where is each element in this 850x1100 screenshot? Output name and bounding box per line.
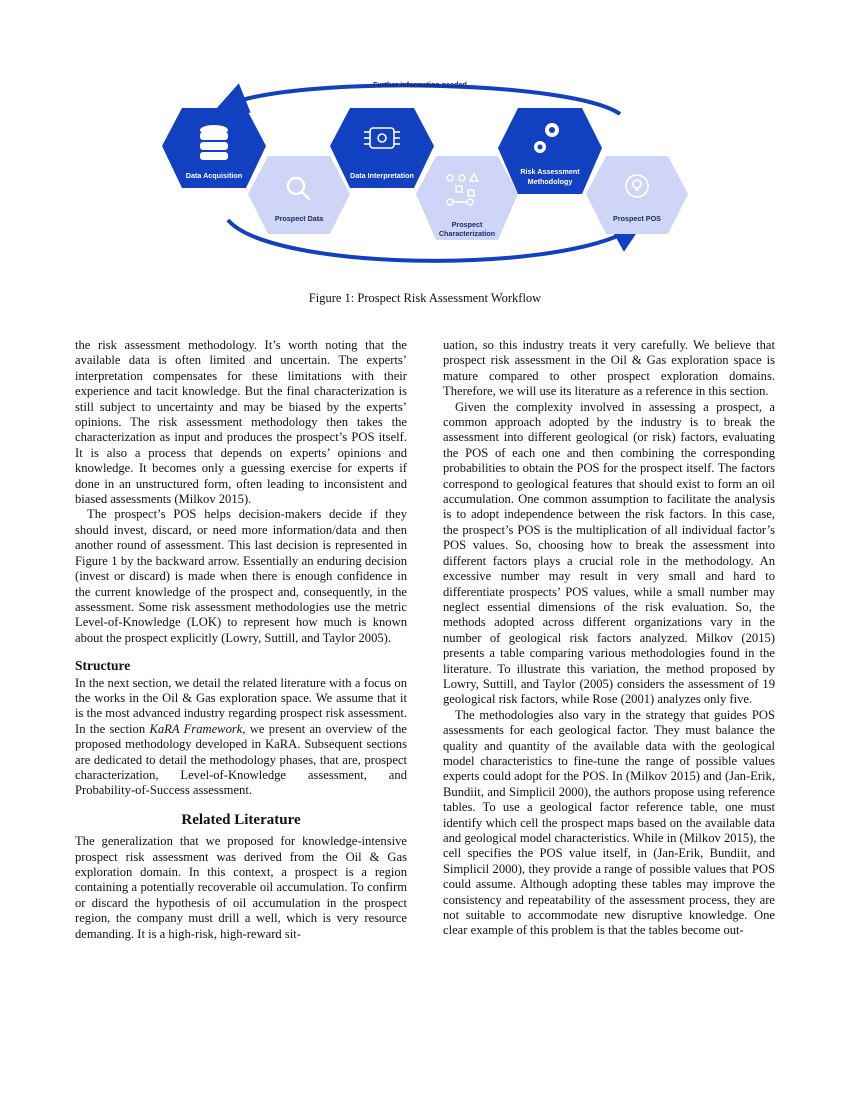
paragraph: uation, so this industry treats it very carefully. We believe that prospect risk assessment in the Oil & Gas exploration space is mature compared to other prospect exploration domains. Therefore, we will use its literature as a reference in this section.	[443, 338, 775, 399]
step-data-interpretation	[330, 108, 434, 188]
step-risk-assessment-methodology	[498, 108, 602, 194]
workflow-diagram	[150, 70, 710, 290]
paragraph: The methodologies also vary in the strategy that guides POS assessments for each geological factor. They must balance the quality and quantity of the available data with the geological model characteristics to fine-tune the range of possible values experts could adopt for the POS. In (Milkov 2015) and (Jan-Erik, Bundiit, and Simplicil 2000), the authors propose using reference tables. To use a geological factor reference table, one must identify which cell the prospect maps based on the available data and geological model characteristics. While in (Milkov 2015), the cell specifies the POS value itself, in (Jan-Erik, Bundiit, and Simplicil 2000), they provide a range of possible values that POS could assume. Although adopting these tables may improve the consistency and repeatability of the assessment process, they are not suitable to accommodate new disruptive knowledge. One clear example of this problem is that the tables become out-	[443, 707, 776, 938]
database-icon	[200, 125, 228, 160]
step-label-line2: Methodology	[527, 177, 573, 186]
paragraph: The generalization that we proposed for knowledge-intensive prospect risk assessment was derived from the Oil & Gas exploration domain. In this context, a prospect is a region containing a potentially recoverable oil accumulation. To confirm or discard the hypothesis of oil accumulation in the prospect region, the company must drill a well, which is very resource demanding. It is a high-risk, high-reward sit-	[75, 834, 407, 941]
section-reference: KaRA Framework	[149, 721, 243, 736]
step-label: Prospect POS	[613, 214, 661, 223]
step-label: Data Interpretation	[350, 171, 414, 180]
paragraph: the risk assessment methodology. It’s worth noting that the available data is often limited and uncertain. The experts’ interpretation compensates for these limitations with their experience and tacit knowledge. But the final characterization is still subject to uncertainty and may be biased by the experts’ opinions. The risk assessment methodology then takes the characterization as input and produces the prospect’s POS itself. It is also a process that depends on experts’ opinions and knowledge. It becomes only a guessing exercise for experts if done in an unstructured form, often leading to inconsistent and biased assessments (Milkov 2015).	[75, 338, 407, 507]
step-prospect-data	[248, 156, 350, 234]
right-column	[443, 338, 775, 939]
text-run: In the next section, we detail the related literature with a focus on the works in the Oil & Gas exploration space. We assume that it is the most advanced industry regarding prospect risk assessment. In the section	[75, 675, 407, 736]
step-label-line2: Characterization	[438, 229, 496, 238]
related-literature-heading: Related Literature	[181, 811, 301, 828]
step-data-acquisition	[162, 108, 266, 188]
step-label: Prospect Data	[274, 214, 324, 223]
text-run: , we present an overview of the proposed methodology developed in KaRA. Subsequent sections are dedicated to detail the methodology phases, that are, prospect characterization, Level-of-Knowledge assessment, and Probability-of-Success assessment.	[75, 721, 407, 798]
structure-heading: Structure	[75, 658, 131, 674]
paragraph: The prospect’s POS helps decision-makers decide if they should invest, discard, or need more information/data and then another round of assessment. This last decision is represented in Figure 1 by the backward arrow. Essentially an enduring decision (invest or discard) is made when there is enough confidence in the current knowledge of the prospect and, consequently, in the assessment. Some risk assessment methodologies use the metric Level-of-Knowledge (LOK) to represent how much is known about the prospect explicitly (Lowry, Suttill, and Taylor 2005).	[75, 507, 407, 645]
step-label-line1: Risk Assessment	[520, 167, 580, 176]
paragraph	[75, 676, 407, 799]
workflow-figure	[150, 70, 710, 290]
step-label-line1: Prospect	[451, 220, 483, 229]
arrow-top-label: Further information needed	[373, 80, 467, 89]
step-label: Data Acquisition	[185, 171, 243, 180]
step-prospect-characterization	[416, 156, 518, 240]
figure-caption: Figure 1: Prospect Risk Assessment Workflow	[308, 291, 542, 305]
paragraph: Given the complexity involved in assessing a prospect, a common approach adopted by the industry is to break the assessment into different geological (or risk) factors, evaluating the POS of each one and then combining the corresponding probabilities to obtain the POS for the prospect itself. The factors correspond to geological features that should exist to form an oil accumulation. One common assumption to facilitate the analysis is to adopt independence between the risk factors. In this case, the prospect’s POS is the multiplication of all individual factor’s POS values. So, choosing how to break the assessment into different factors plays a crucial role in the methodology. An excessive number may result in very small and hard to differentiate prospects’ POS values, while a small number may neglect essential dimensions of the risk evaluation. So, the methods adopted across different organizations vary in the number of geological risk factors analyzed. Milkov (2015) presents a table comparing various methodologies found in the literature. To illustrate this variation, the method proposed by Lowry, Suttill, and Taylor (2005) considers the assessment of 19 geological risk factors, while Rose (2001) analyzes only five.	[443, 399, 775, 707]
left-column	[75, 338, 407, 942]
step-prospect-pos	[586, 156, 688, 234]
